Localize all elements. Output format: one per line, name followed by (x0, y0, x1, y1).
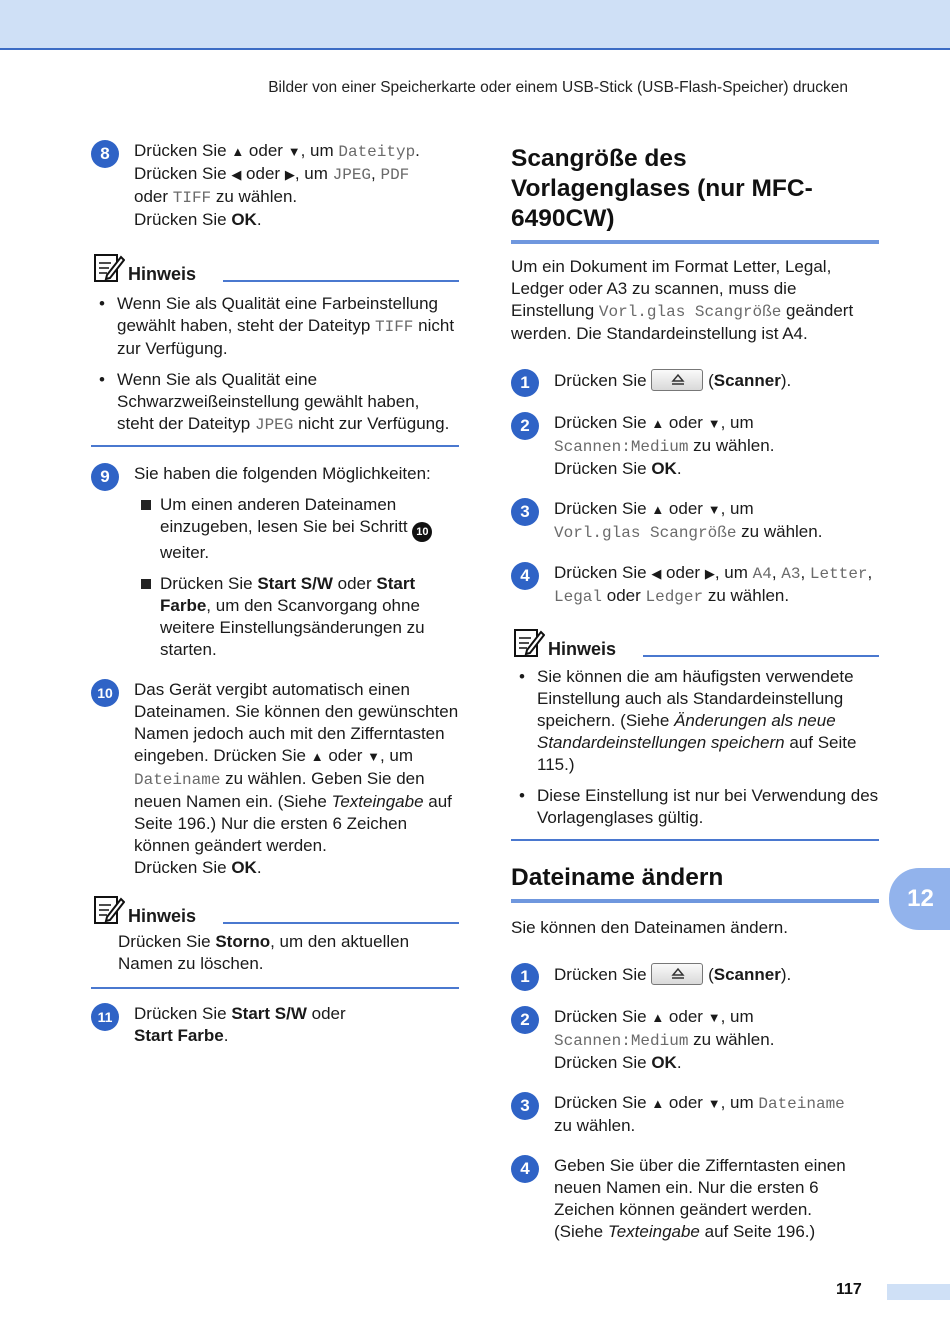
step-10: 10 Das Gerät vergibt automatisch einen Dateinamen. Sie können den gewünschten Namen jedoch auch mit den Zifferntasten eingeben. Drücken Sie ▲ oder ▼, um Dateiname zu wählen. Geben Sie den neuen Namen ein. (Siehe Texteingabe auf Seite 196.) Nur die ersten 6 Zeichen können geändert werden. Drücken Sie OK. (91, 679, 459, 879)
step-1: 1 Drücken Sie (Scanner). (511, 369, 879, 392)
scan-icon (670, 372, 686, 388)
note-title: Hinweis (128, 906, 197, 926)
option-list (134, 494, 459, 661)
note-rule (223, 922, 459, 924)
note-list (91, 293, 459, 436)
up-arrow-icon: ▲ (310, 749, 324, 764)
list-item: • Sie können die am häufigsten verwendete Einstellung auch als Standardeinstellung speichern. (Siehe Änderungen als neue Standardeinstellungen speichern auf Seite 115.) (537, 666, 879, 776)
left-column (91, 140, 459, 1047)
step-4: 4 Geben Sie über die Zifferntasten einen neuen Namen ein. Nur die ersten 6 Zeichen können geändert werden. (Siehe Texteingabe auf Seite 196.) (511, 1155, 879, 1243)
down-arrow-icon: ▼ (707, 502, 721, 517)
left-arrow-icon: ◀ (231, 167, 242, 182)
note-pencil-icon (93, 251, 125, 283)
right-arrow-icon: ▶ (284, 167, 295, 182)
down-arrow-icon: ▼ (367, 749, 380, 764)
step-badge: 1 (511, 963, 539, 991)
up-arrow-icon: ▲ (651, 502, 665, 517)
note-header (91, 251, 459, 285)
lcd-text: PDF (380, 166, 410, 184)
top-band (0, 0, 950, 50)
list-item: • Wenn Sie als Qualität eine Schwarzweißeinstellung gewählt haben, steht der Dateityp JPEG nicht zur Verfügung. (117, 369, 459, 436)
up-arrow-icon: ▲ (651, 416, 665, 431)
right-column (511, 140, 879, 1243)
note-title: Hinweis (548, 639, 617, 659)
step-badge: 2 (511, 1006, 539, 1034)
list-item: Um einen anderen Dateinamen einzugeben, lesen Sie bei Schritt 10 weiter. (160, 494, 459, 564)
step-badge: 3 (511, 1092, 539, 1120)
up-arrow-icon: ▲ (651, 1010, 665, 1025)
step-4: 4 Drücken Sie ◀ oder ▶, um A4, A3, Letter, Legal oder Ledger zu wählen. (511, 562, 879, 608)
step-badge: 1 (511, 369, 539, 397)
note-list (511, 666, 879, 829)
step-badge: 10 (91, 679, 119, 707)
step-badge: 2 (511, 412, 539, 440)
step-badge: 4 (511, 562, 539, 590)
lcd-text: Dateityp (338, 143, 416, 161)
note-end-rule (511, 839, 879, 841)
step-badge: 11 (91, 1003, 119, 1031)
step-1: 1 Drücken Sie (Scanner). (511, 963, 879, 986)
lcd-text: TIFF (172, 189, 212, 207)
page-number: 117 (836, 1281, 862, 1298)
note-pencil-icon (513, 626, 545, 658)
list-item: • Wenn Sie als Qualität eine Farbeinstellung gewählt haben, steht der Dateityp TIFF nicht zur Verfügung. (117, 293, 459, 360)
lcd-text: JPEG (332, 166, 372, 184)
note-pencil-icon (93, 893, 125, 925)
step-3: 3 Drücken Sie ▲ oder ▼, um Dateiname zu wählen. (511, 1092, 879, 1137)
step-3: 3 Drücken Sie ▲ oder ▼, um Vorl.glas Scangröße zu wählen. (511, 498, 879, 544)
footer-bar (887, 1284, 950, 1300)
scanner-button[interactable] (651, 369, 703, 391)
scanner-button[interactable] (651, 963, 703, 985)
step-ref-badge: 10 (412, 522, 432, 542)
up-arrow-icon: ▲ (651, 1096, 665, 1111)
step-11: 11 Drücken Sie Start S/W oder Start Farbe. (91, 1003, 459, 1047)
section-title: Dateiname ändern (511, 864, 724, 891)
section-rule (511, 240, 879, 244)
section-intro: Sie können den Dateinamen ändern. (511, 918, 788, 937)
section-title: Scangröße des Vorlagenglases (nur MFC-6490CW) (511, 145, 813, 232)
step-badge: 9 (91, 463, 119, 491)
note-rule (223, 280, 459, 282)
step-badge: 4 (511, 1155, 539, 1183)
list-item: Drücken Sie Start S/W oder Start Farbe, um den Scanvorgang ohne weitere Einstellungsänderungen zu starten. (160, 573, 459, 661)
step-text: Drücken Sie ▲ oder ▼, um Dateityp. Drücken Sie ◀ oder ▶, um JPEG, PDF oder TIFF zu wählen. Drücken Sie OK. (134, 141, 420, 229)
right-arrow-icon: ▶ (704, 566, 715, 581)
running-header: Bilder von einer Speicherkarte oder einem USB-Stick (USB-Flash-Speicher) drucken (268, 79, 848, 96)
step-badge: 8 (91, 140, 119, 168)
list-item: • Diese Einstellung ist nur bei Verwendung des Vorlagenglases gültig. (537, 785, 879, 829)
down-arrow-icon: ▼ (707, 1010, 721, 1025)
note-body: Drücken Sie Storno, um den aktuellen Namen zu löschen. (118, 932, 410, 973)
note-rule (643, 655, 879, 657)
section-rule (511, 899, 879, 903)
down-arrow-icon: ▼ (707, 1096, 721, 1111)
step-8 (91, 140, 459, 231)
step-9: 9 Sie haben die folgenden Möglichkeiten: Um einen anderen Dateinamen einzugeben, lesen Sie bei Schritt 10 weiter. Drücken Sie Start S/W oder Start Farbe, um den Scanvorgang ohne weitere Einstellungsänderungen zu starten. (91, 463, 459, 661)
section-intro: Um ein Dokument im Format Letter, Legal, Ledger oder A3 zu scannen, muss die Einstellung Vorl.glas Scangröße geändert werden. Die Standardeinstellung ist A4. (511, 257, 854, 343)
left-arrow-icon: ◀ (651, 566, 662, 581)
step-2: 2 Drücken Sie ▲ oder ▼, um Scannen:Medium zu wählen. Drücken Sie OK. (511, 412, 879, 480)
note-header (511, 626, 879, 660)
chapter-tab: 12 (889, 868, 950, 930)
step-2: 2 Drücken Sie ▲ oder ▼, um Scannen:Medium zu wählen. Drücken Sie OK. (511, 1006, 879, 1074)
up-arrow-icon: ▲ (231, 144, 245, 159)
note-header (91, 893, 459, 927)
down-arrow-icon: ▼ (287, 144, 301, 159)
note-title: Hinweis (128, 264, 197, 284)
scan-icon (670, 966, 686, 982)
step-badge: 3 (511, 498, 539, 526)
down-arrow-icon: ▼ (707, 416, 721, 431)
